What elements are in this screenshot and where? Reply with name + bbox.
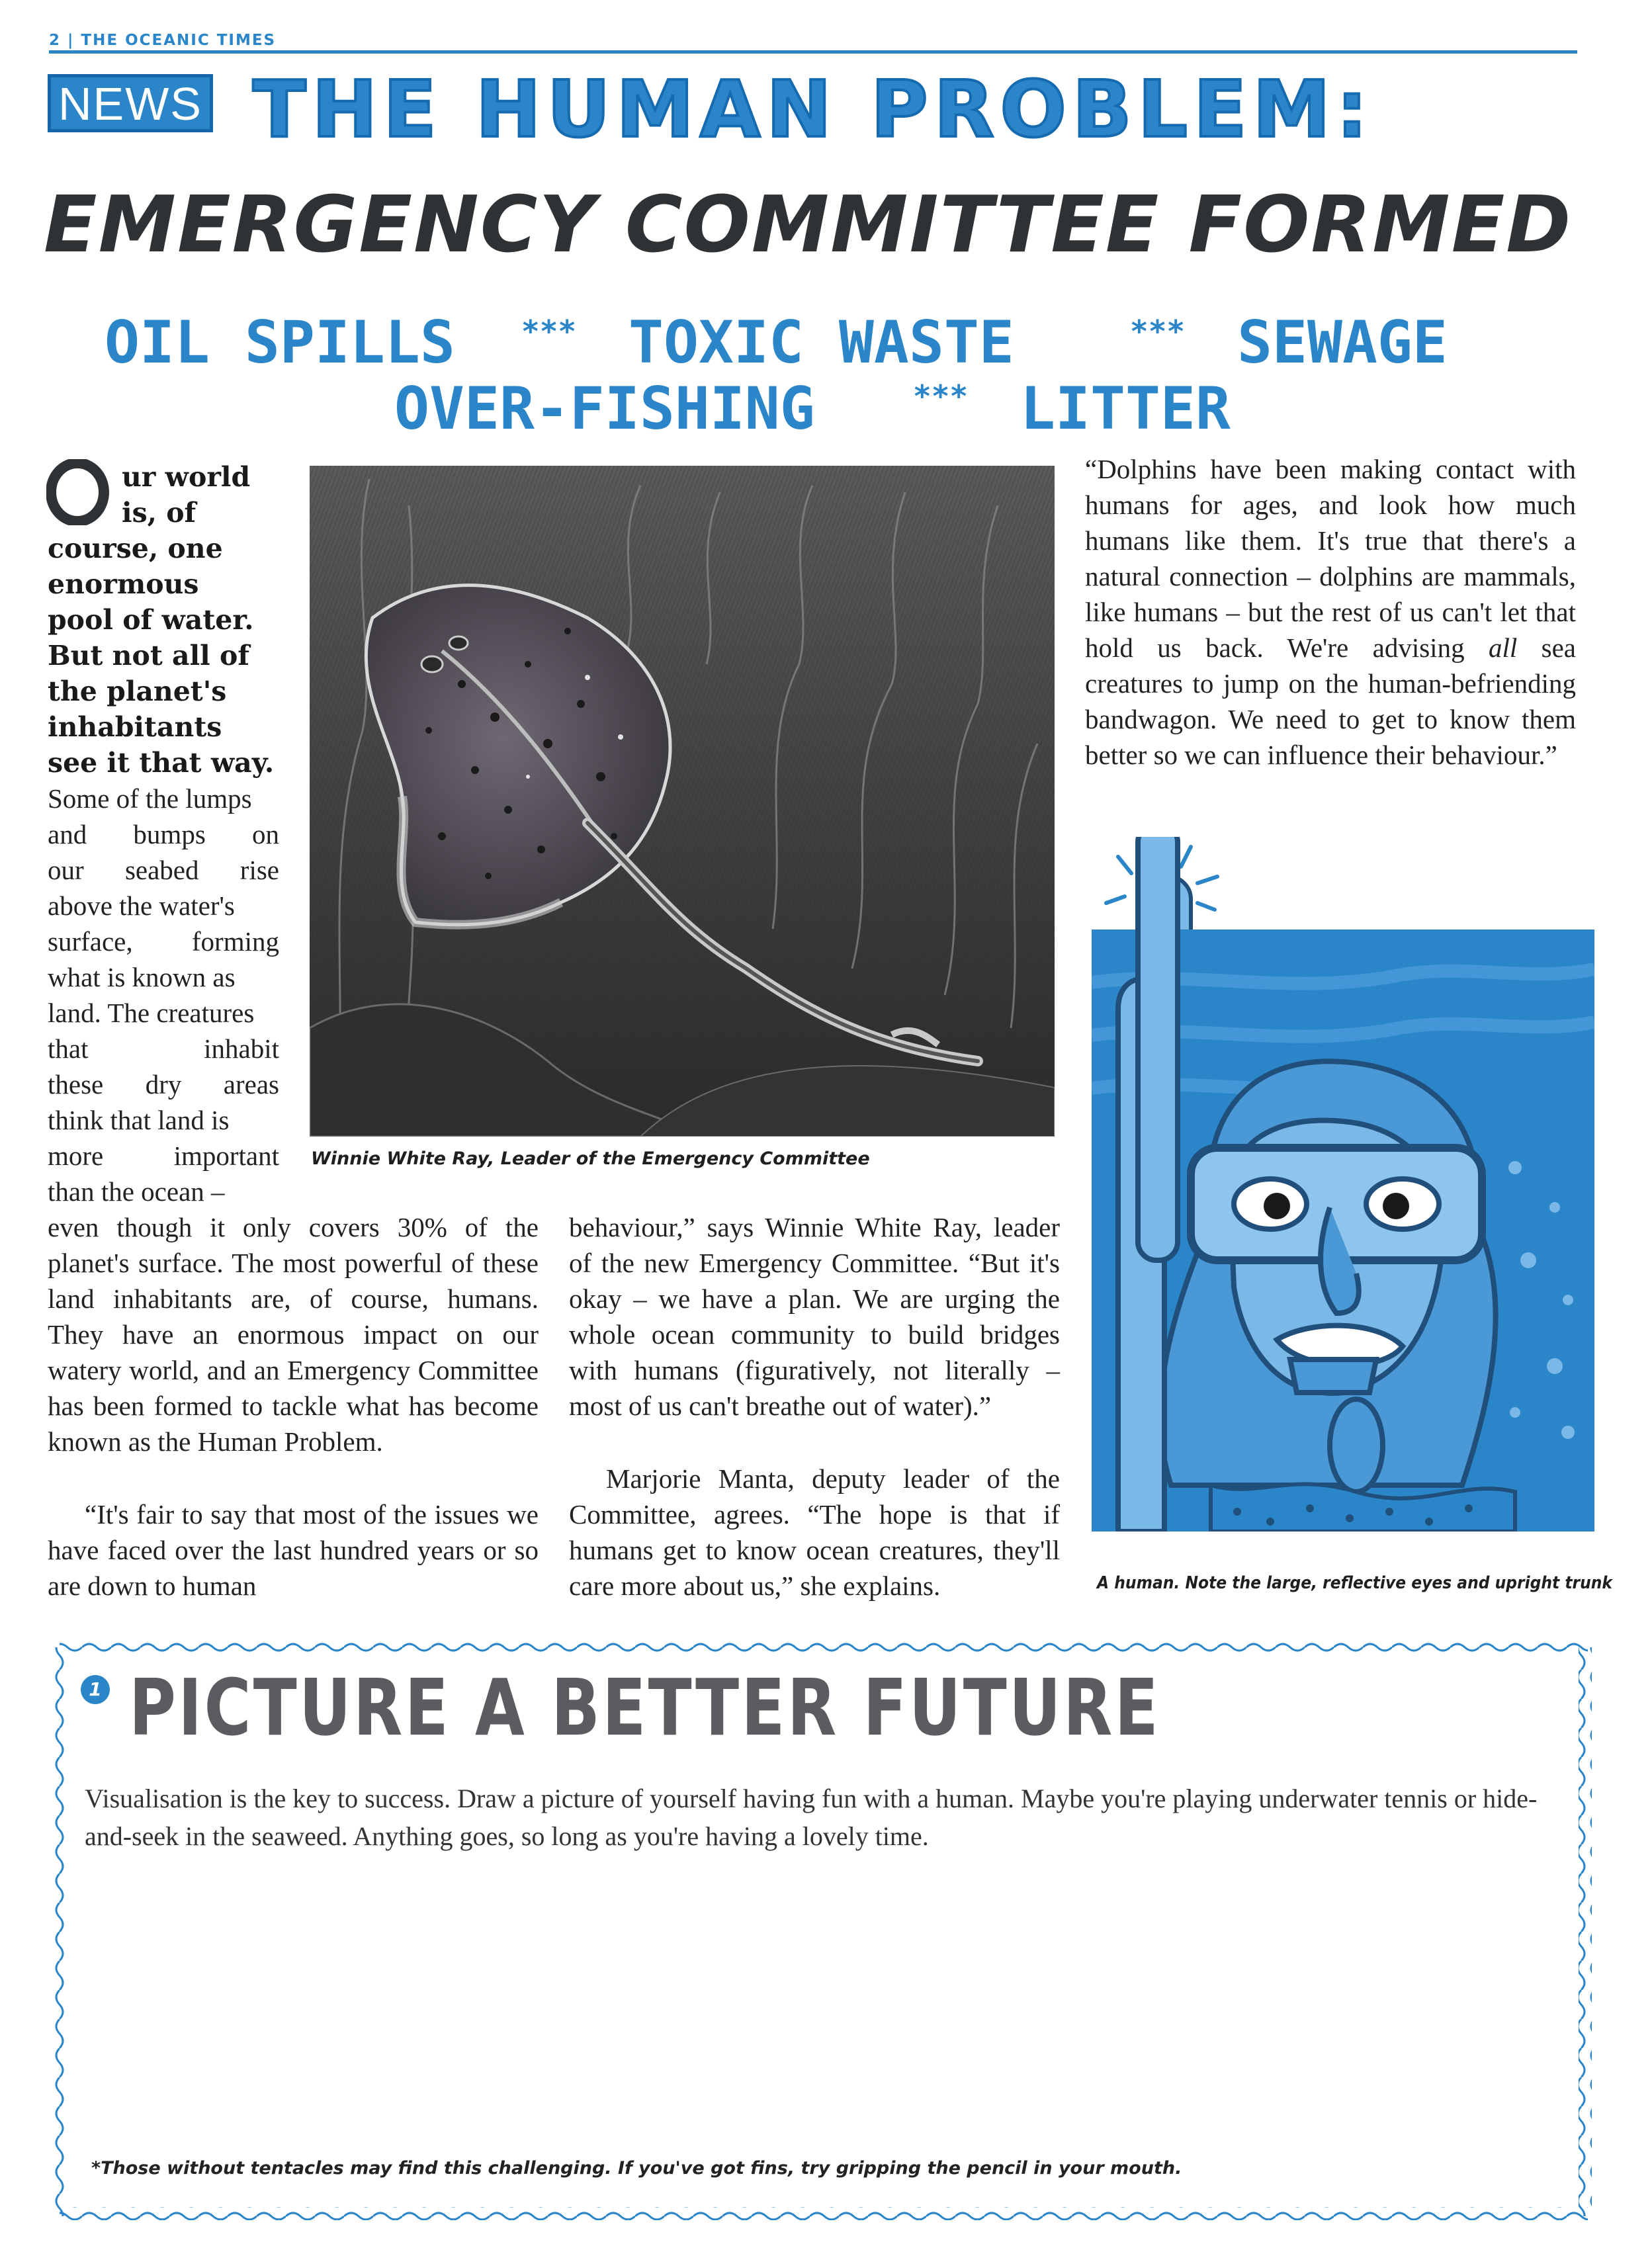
body-line: think that land is: [48, 1105, 230, 1135]
body-line: what is known as: [48, 962, 236, 992]
lead-line: inhabitants: [48, 711, 222, 743]
body-line: our seabed rise: [48, 855, 279, 885]
drop-cap-o: [46, 459, 110, 525]
headline-primary: THE HUMAN PROBLEM:: [253, 64, 1374, 155]
drawing-area[interactable]: [79, 1872, 1575, 2137]
illustration-caption: A human. Note the large, reflective eyes and upright trunk: [1097, 1573, 1612, 1593]
body-line: and bumps on: [48, 819, 279, 849]
lead-line: is, of: [122, 497, 196, 529]
dolphin-quote: [1085, 451, 1576, 773]
topic-separator: ***: [521, 314, 577, 349]
topic-toxic-waste: TOXIC WASTE: [629, 308, 1014, 376]
body-line: that inhabit: [48, 1033, 279, 1064]
activity-number-badge: 1: [81, 1675, 110, 1704]
lead-line: the planet's: [48, 675, 227, 707]
photo-caption: Winnie White Ray, Leader of the Emergency Committee: [311, 1148, 870, 1169]
publication-name: THE OCEANIC TIMES: [81, 32, 277, 49]
page-number: 2: [49, 32, 62, 49]
article-paragraph: behaviour,” says Winnie White Ray, leader of the new Emergency Committee. “But it's okay – we have a plan. We are urging the whole ocean community to build bridges with humans (figuratively, not literally – most of us can't breathe out of water).”: [569, 1212, 1060, 1421]
topic-sewage: SEWAGE: [1237, 308, 1448, 376]
topic-litter: LITTER: [1020, 374, 1231, 443]
photo-winnie-white-ray: [310, 466, 1055, 1137]
lead-line: enormous: [48, 568, 199, 600]
quote-text: sea creatures to jump on the human-befriending bandwagon. We need to get to know them better so we can influence their behaviour.”: [1085, 632, 1576, 770]
body-line: more important: [48, 1141, 279, 1171]
ray-engraving-image: [310, 466, 1055, 1137]
activity-footnote: *Those without tentacles may find this challenging. If you've got fins, try gripping the pencil in your mouth.: [91, 2158, 1182, 2179]
topic-separator: ***: [1130, 314, 1186, 349]
lead-line: ur world: [122, 461, 251, 493]
lead-line: But not all of: [48, 640, 250, 671]
section-badge: NEWS: [48, 74, 213, 132]
body-line: Some of the lumps: [48, 783, 252, 814]
quote-text: “Dolphins have been making contact with humans for ages, and look how much humans like them. It's true that there's a natural connection – dolphins are mammals, like humans – but the rest of us can't let that hold us back. We're advising: [1085, 454, 1576, 663]
activity-instructions: Visualisation is the key to success. Draw a picture of yourself having fun with a human. Maybe you're playing underwater tennis or hide-and-seek in the seaweed. Anything goes, so long as you're having a lovely time.: [85, 1784, 1538, 1851]
running-head: 2 | THE OCEANIC TIMES: [49, 32, 277, 49]
headline-secondary: EMERGENCY COMMITTEE FORMED: [44, 179, 1573, 270]
snorkeller-image: [1092, 837, 1594, 1532]
body-line: land. The creatures: [48, 998, 255, 1028]
human-snorkeller-illustration: [1092, 837, 1594, 1532]
body-line: these dry areas: [48, 1069, 279, 1100]
article-paragraph: Marjorie Manta, deputy leader of the Committee, agrees. “The hope is that if humans get to know ocean creatures, they'll care more about us,” she explains.: [569, 1463, 1060, 1601]
activity-title: PICTURE A BETTER FUTURE: [129, 1662, 1161, 1753]
lead-line: pool of water.: [48, 604, 254, 636]
header-rule: [49, 50, 1577, 54]
lead-line: see it that way.: [48, 747, 275, 779]
topic-oil-spills: OIL SPILLS: [105, 308, 455, 376]
quote-emphasis: all: [1488, 632, 1518, 663]
article-paragraph: even though it only covers 30% of the planet's surface. The most powerful of these land inhabitants are, of course, humans. They have an enormous impact on our watery world, and an Emergency Committee has been formed to tackle what has become known as the Human Problem.: [48, 1212, 539, 1457]
body-line: above the water's: [48, 890, 235, 921]
body-line: surface, forming: [48, 926, 279, 957]
lead-line: course, one: [48, 533, 223, 564]
body-line: than the ocean –: [48, 1176, 225, 1207]
topic-separator: ***: [913, 378, 969, 414]
topic-over-fishing: OVER-FISHING: [394, 374, 815, 443]
article-paragraph: “It's fair to say that most of the issues we have faced over the last hundred years or so are down to human: [48, 1499, 539, 1601]
